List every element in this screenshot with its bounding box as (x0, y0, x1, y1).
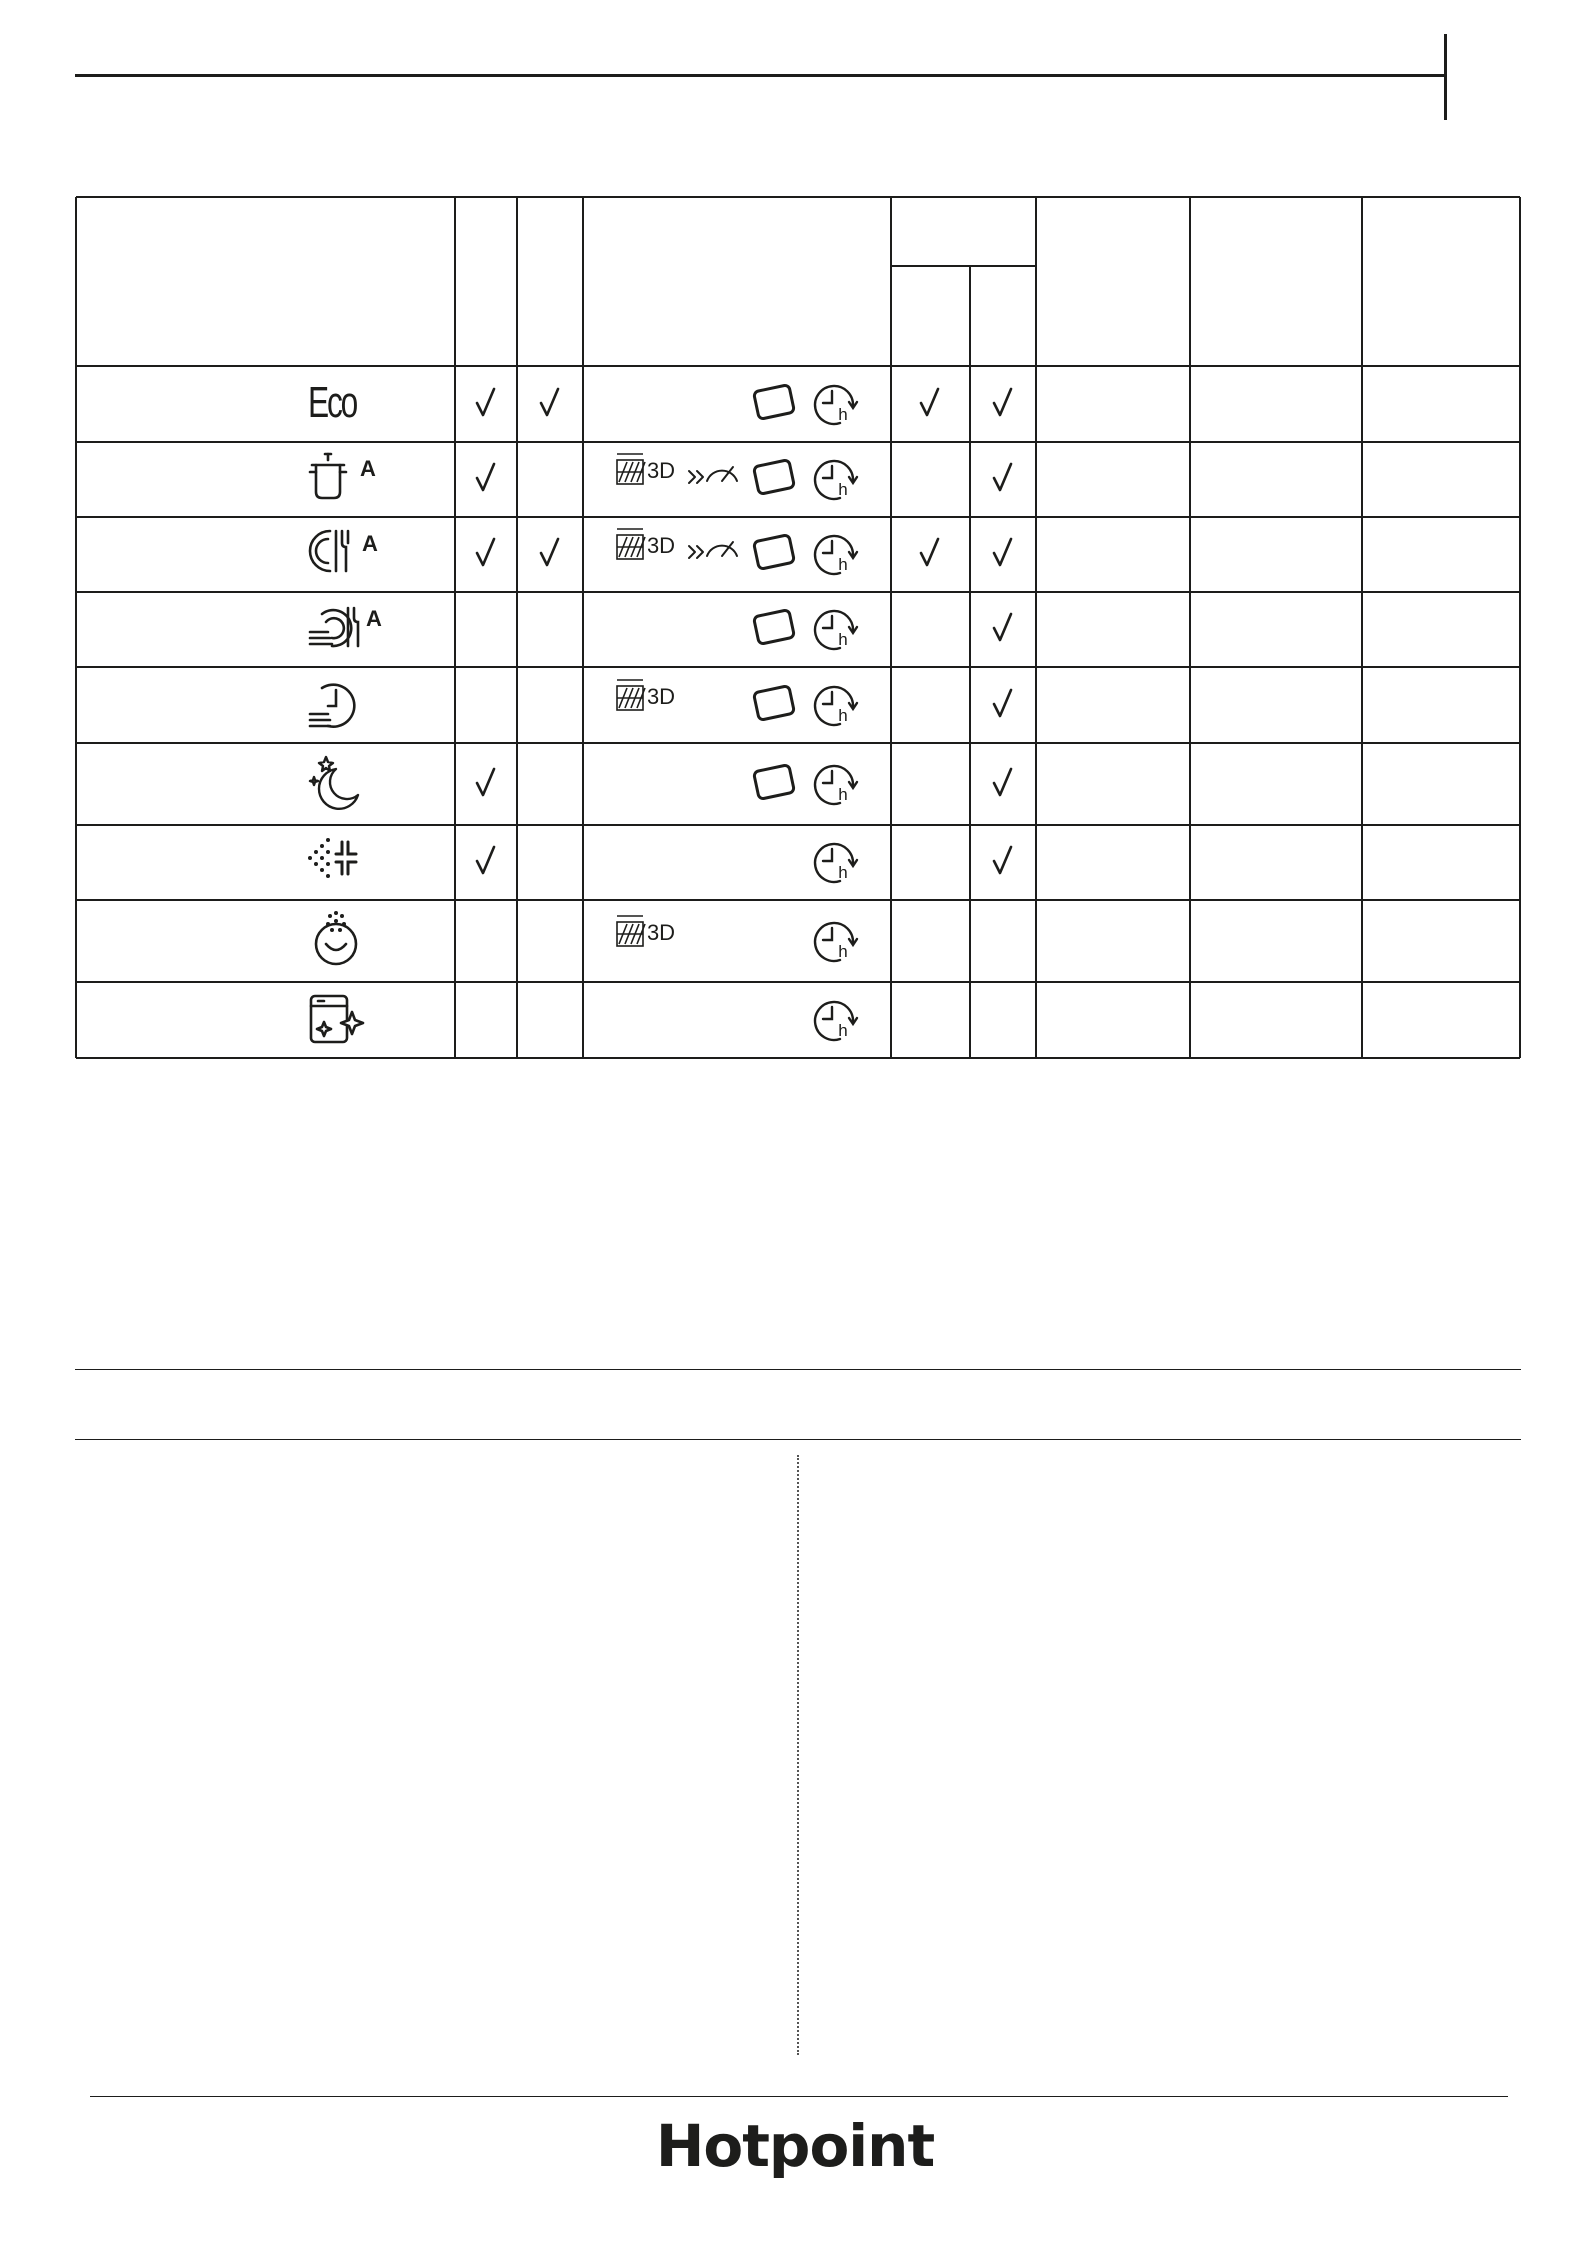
checkmark-option-1 (477, 389, 494, 415)
quick-a-letter: A (366, 606, 382, 631)
3d-zone-label: 3D (646, 920, 676, 945)
plate-a-letter: A (362, 531, 378, 556)
programme-symbol-eco: Eco (308, 378, 357, 427)
delay-start-icon (815, 844, 857, 882)
checkmark-option-b (994, 690, 1011, 716)
column-divider (797, 1455, 799, 2055)
checkmark-option-b (994, 769, 1011, 795)
delay-start-hour-label: h (838, 555, 848, 574)
section-rule-bottom (75, 1439, 1521, 1440)
option-marks (0, 0, 1587, 1080)
checkmark-option-1 (477, 769, 494, 795)
3d-zone-label: 3D (646, 533, 676, 558)
turbo-icon (689, 542, 737, 558)
tablet-icon (753, 460, 794, 495)
checkmark-option-1 (477, 847, 494, 873)
checkmark-option-1 (477, 464, 494, 490)
checkmark-option-b (994, 464, 1011, 490)
tablet-icon (753, 686, 794, 721)
3d-zone-wash-icon (617, 916, 645, 946)
checkmark-option-b (994, 389, 1011, 415)
delay-start-icon (815, 923, 857, 961)
delay-start-hour-label: h (838, 706, 848, 725)
delay-start-hour-label: h (838, 405, 848, 424)
section-rule-top (75, 1369, 1521, 1370)
checkmark-option-2 (541, 389, 558, 415)
delay-start-hour-label: h (838, 1021, 848, 1040)
delay-start-hour-label: h (838, 863, 848, 882)
tablet-icon (753, 385, 794, 420)
delay-start-icon (815, 766, 857, 804)
3d-zone-wash-icon (617, 680, 645, 710)
footer-rule (90, 2096, 1508, 2097)
pot-a-letter: A (360, 456, 376, 481)
checkmark-option-b (994, 539, 1011, 565)
tablet-icon (753, 610, 794, 645)
delay-start-hour-label: h (838, 480, 848, 499)
hotpoint-logo-text: Hotpoint (655, 2112, 935, 2180)
turbo-icon (689, 467, 737, 483)
checkmark-option-2 (541, 539, 558, 565)
delay-start-icon (815, 386, 857, 424)
delay-start-hour-label: h (838, 942, 848, 961)
3d-zone-label: 3D (646, 458, 676, 483)
3d-zone-wash-icon (617, 454, 645, 484)
hotpoint-logo (650, 2104, 940, 2194)
checkmark-option-b (994, 847, 1011, 873)
delay-start-hour-label: h (838, 630, 848, 649)
delay-start-icon (815, 536, 857, 574)
checkmark-option-a (921, 539, 938, 565)
tablet-icon (753, 535, 794, 570)
checkmark-option-1 (477, 539, 494, 565)
checkmark-option-a (921, 389, 938, 415)
checkmark-option-b (994, 614, 1011, 640)
delay-start-icon (815, 611, 857, 649)
3d-zone-label: 3D (646, 684, 676, 709)
tablet-icon (753, 765, 794, 800)
delay-start-hour-label: h (838, 785, 848, 804)
3d-zone-wash-icon (617, 529, 645, 559)
delay-start-icon (815, 461, 857, 499)
delay-start-icon (815, 1002, 857, 1040)
delay-start-icon (815, 687, 857, 725)
